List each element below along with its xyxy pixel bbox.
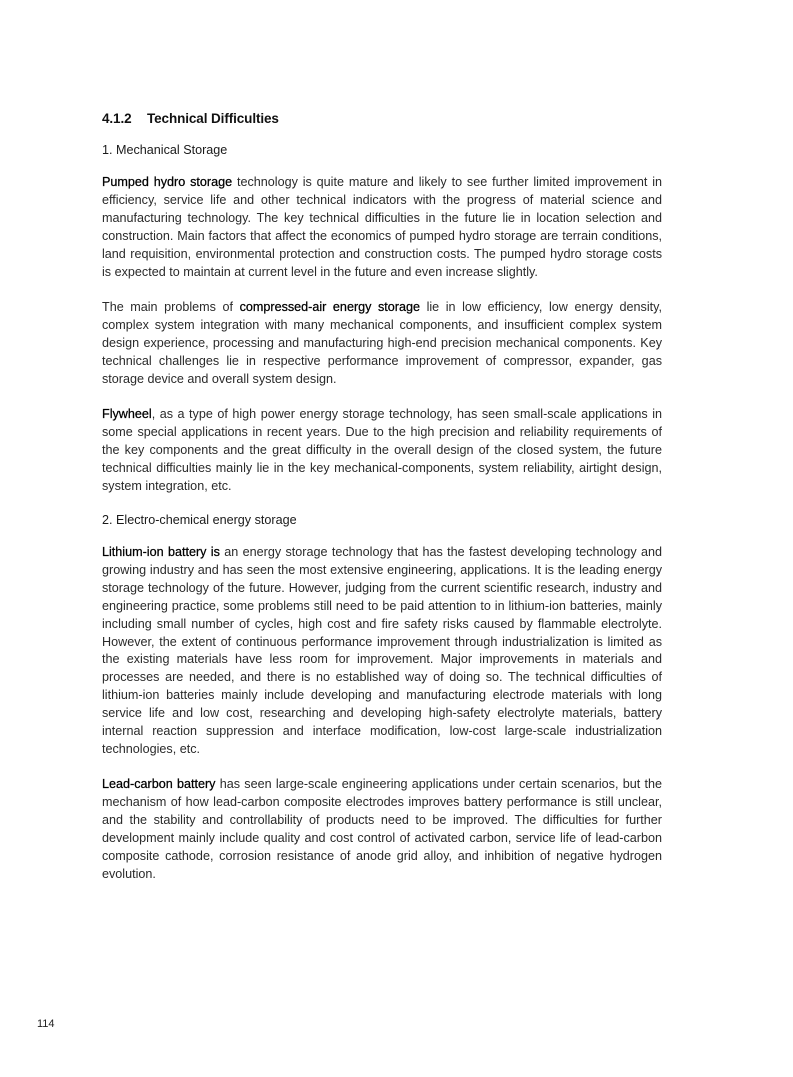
section-heading xyxy=(102,111,662,126)
paragraph-flywheel xyxy=(102,406,662,496)
key-term: Lead-carbon battery xyxy=(102,777,216,792)
section-title: Technical Difficulties xyxy=(147,111,279,126)
key-term: compressed-air energy storage xyxy=(239,299,421,314)
page-number: 114 xyxy=(37,1018,55,1030)
paragraph-text: has seen large-scale engineering applications under certain scenarios, but the mechanism of how lead-carbon composite electrodes improves battery performance is still unclear, and the stability and controllability of products need to be improved. The difficulties for further development mainly include quality and cost control of activated carbon, service life of lead-carbon composite cathode, corrosion resistance of anode grid alloy, and inhibition of negative hydrogen evolution. xyxy=(102,777,662,881)
section-number: 4.1.2 xyxy=(102,111,132,126)
paragraph-lithium-ion xyxy=(102,544,662,759)
key-term: Lithium-ion battery is xyxy=(102,545,220,559)
paragraph-lead-carbon xyxy=(102,776,662,883)
paragraph-prefix: The main problems of xyxy=(102,299,240,314)
subsection-heading-mechanical: 1. Mechanical Storage xyxy=(102,143,228,157)
key-term: Pumped hydro storage xyxy=(102,175,233,189)
page-body xyxy=(102,111,662,901)
paragraph-text: technology is quite mature and likely to see further limited improvement in efficiency, service life and other technical indicators with the progress of material science and manufacturing technology. The key technical difficulties in the future lie in location selection and construction. Main factors that affect the economics of pumped hydro storage are terrain conditions, land requisition, environmental protection and construction costs. The pumped hydro storage costs is expected to maintain at current level in the future and even increase slightly. xyxy=(102,175,662,279)
paragraph-compressed-air xyxy=(102,299,662,389)
paragraph-text: an energy storage technology that has the fastest developing technology and growing industry and has seen the most extensive engineering, applications. It is the leading energy storage technology of the future. However, judging from the current scientific research, industry and engineering practice, some problems still need to be paid attention to in lithium-ion batteries, mainly including small number of cycles, high cost and fire safety risks caused by flammable electrolyte. However, the extent of continuous performance improvement through industrialization is limited as the existing materials have less room for improvement. Major improvements in materials and processes are needed, and there is no established way of doing so. The technical difficulties of lithium-ion batteries mainly include developing and manufacturing electrode materials with long service life and low cost, researching and developing high-safety electrolyte materials, battery internal reaction suppression and interface modification, low-cost large-scale industrialization technologies, etc. xyxy=(102,545,662,756)
subsection-heading-electrochemical: 2. Electro-chemical energy storage xyxy=(102,513,297,527)
paragraph-text: lie in low efficiency, low energy density, complex system integration with many mechanical components, and insufficient complex system design experience, processing and manufacturing high-end precision mechanical components. Key technical challenges lie in respective performance improvement of compressor, expander, gas storage device and overall system design. xyxy=(102,299,662,386)
key-term: Flywheel xyxy=(102,406,152,421)
paragraph-text: , as a type of high power energy storage technology, has seen small-scale applications in some special applications in recent years. Due to the high precision and reliability requirements of the key components and the great difficulty in the overall design of the closed system, the future technical difficulties mainly lie in the key mechanical-components, system reliability, airtight design, system integration, etc. xyxy=(102,406,662,493)
paragraph-pumped-hydro xyxy=(102,174,662,281)
